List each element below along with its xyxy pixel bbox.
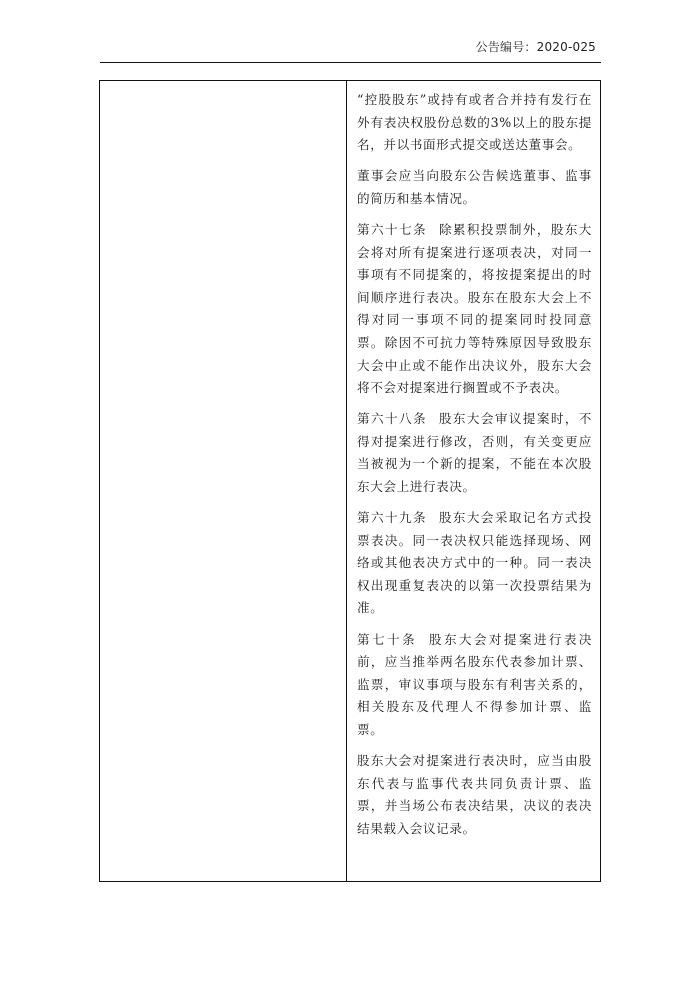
paragraph-text: 股东大会对提案进行表决前，应当推举两名股东代表参加计票、监票，审议事项与股东有利害关系的，相关股东及代理人不得参加计票、监票。: [357, 631, 592, 737]
paragraph: [357, 165, 592, 210]
article-70: [357, 629, 592, 742]
document-table: [99, 80, 601, 882]
article-number: 第六十七条: [357, 221, 427, 237]
left-cell: [100, 81, 347, 881]
article-68: [357, 408, 592, 498]
article-number: 第六十九条: [357, 510, 427, 526]
paragraph-text: 股东大会对提案进行表决时，应当由股东代表与监事代表共同负责计票、监票，并当场公布表决结果，决议的表决结果载入会议记录。: [357, 753, 592, 836]
article-number: 第七十条: [357, 631, 417, 647]
right-cell: [347, 81, 600, 881]
paragraph: [357, 750, 592, 840]
article-69: [357, 507, 592, 620]
paragraph-text: 除累积投票制外，股东大会将对所有提案进行逐项表决，对同一事项有不同提案的，将按提案提出的时间顺序进行表决。股东在股东大会上不得对同一事项不同的提案同时投同意票。除因不可抗力等特殊原因导致股东大会中止或不能作出决议外，股东大会将不会对提案进行搁置或不予表决。: [357, 221, 592, 396]
paragraph-text: 董事会应当向股东公告候选董事、监事的简历和基本情况。: [357, 168, 592, 206]
article-67: [357, 219, 592, 400]
article-number: 第六十八条: [357, 411, 427, 427]
paragraph-text: 股东大会审议提案时，不得对提案进行修改，否则，有关变更应当被视为一个新的提案，不能在本次股东大会上进行表决。: [357, 411, 592, 494]
announcement-number: 公告编号：2020-025: [475, 40, 596, 54]
paragraph-text: “控股股东”或持有或者合并持有发行在外有表决权股份总数的3%以上的股东提名，并以书面形式提交或送达董事会。: [357, 92, 592, 153]
header-divider: [100, 62, 601, 63]
paragraph-text: 股东大会采取记名方式投票表决。同一表决权只能选择现场、网络或其他表决方式中的一种。同一表决权出现重复表决的以第一次投票结果为准。: [357, 510, 592, 616]
paragraph: [357, 89, 592, 157]
